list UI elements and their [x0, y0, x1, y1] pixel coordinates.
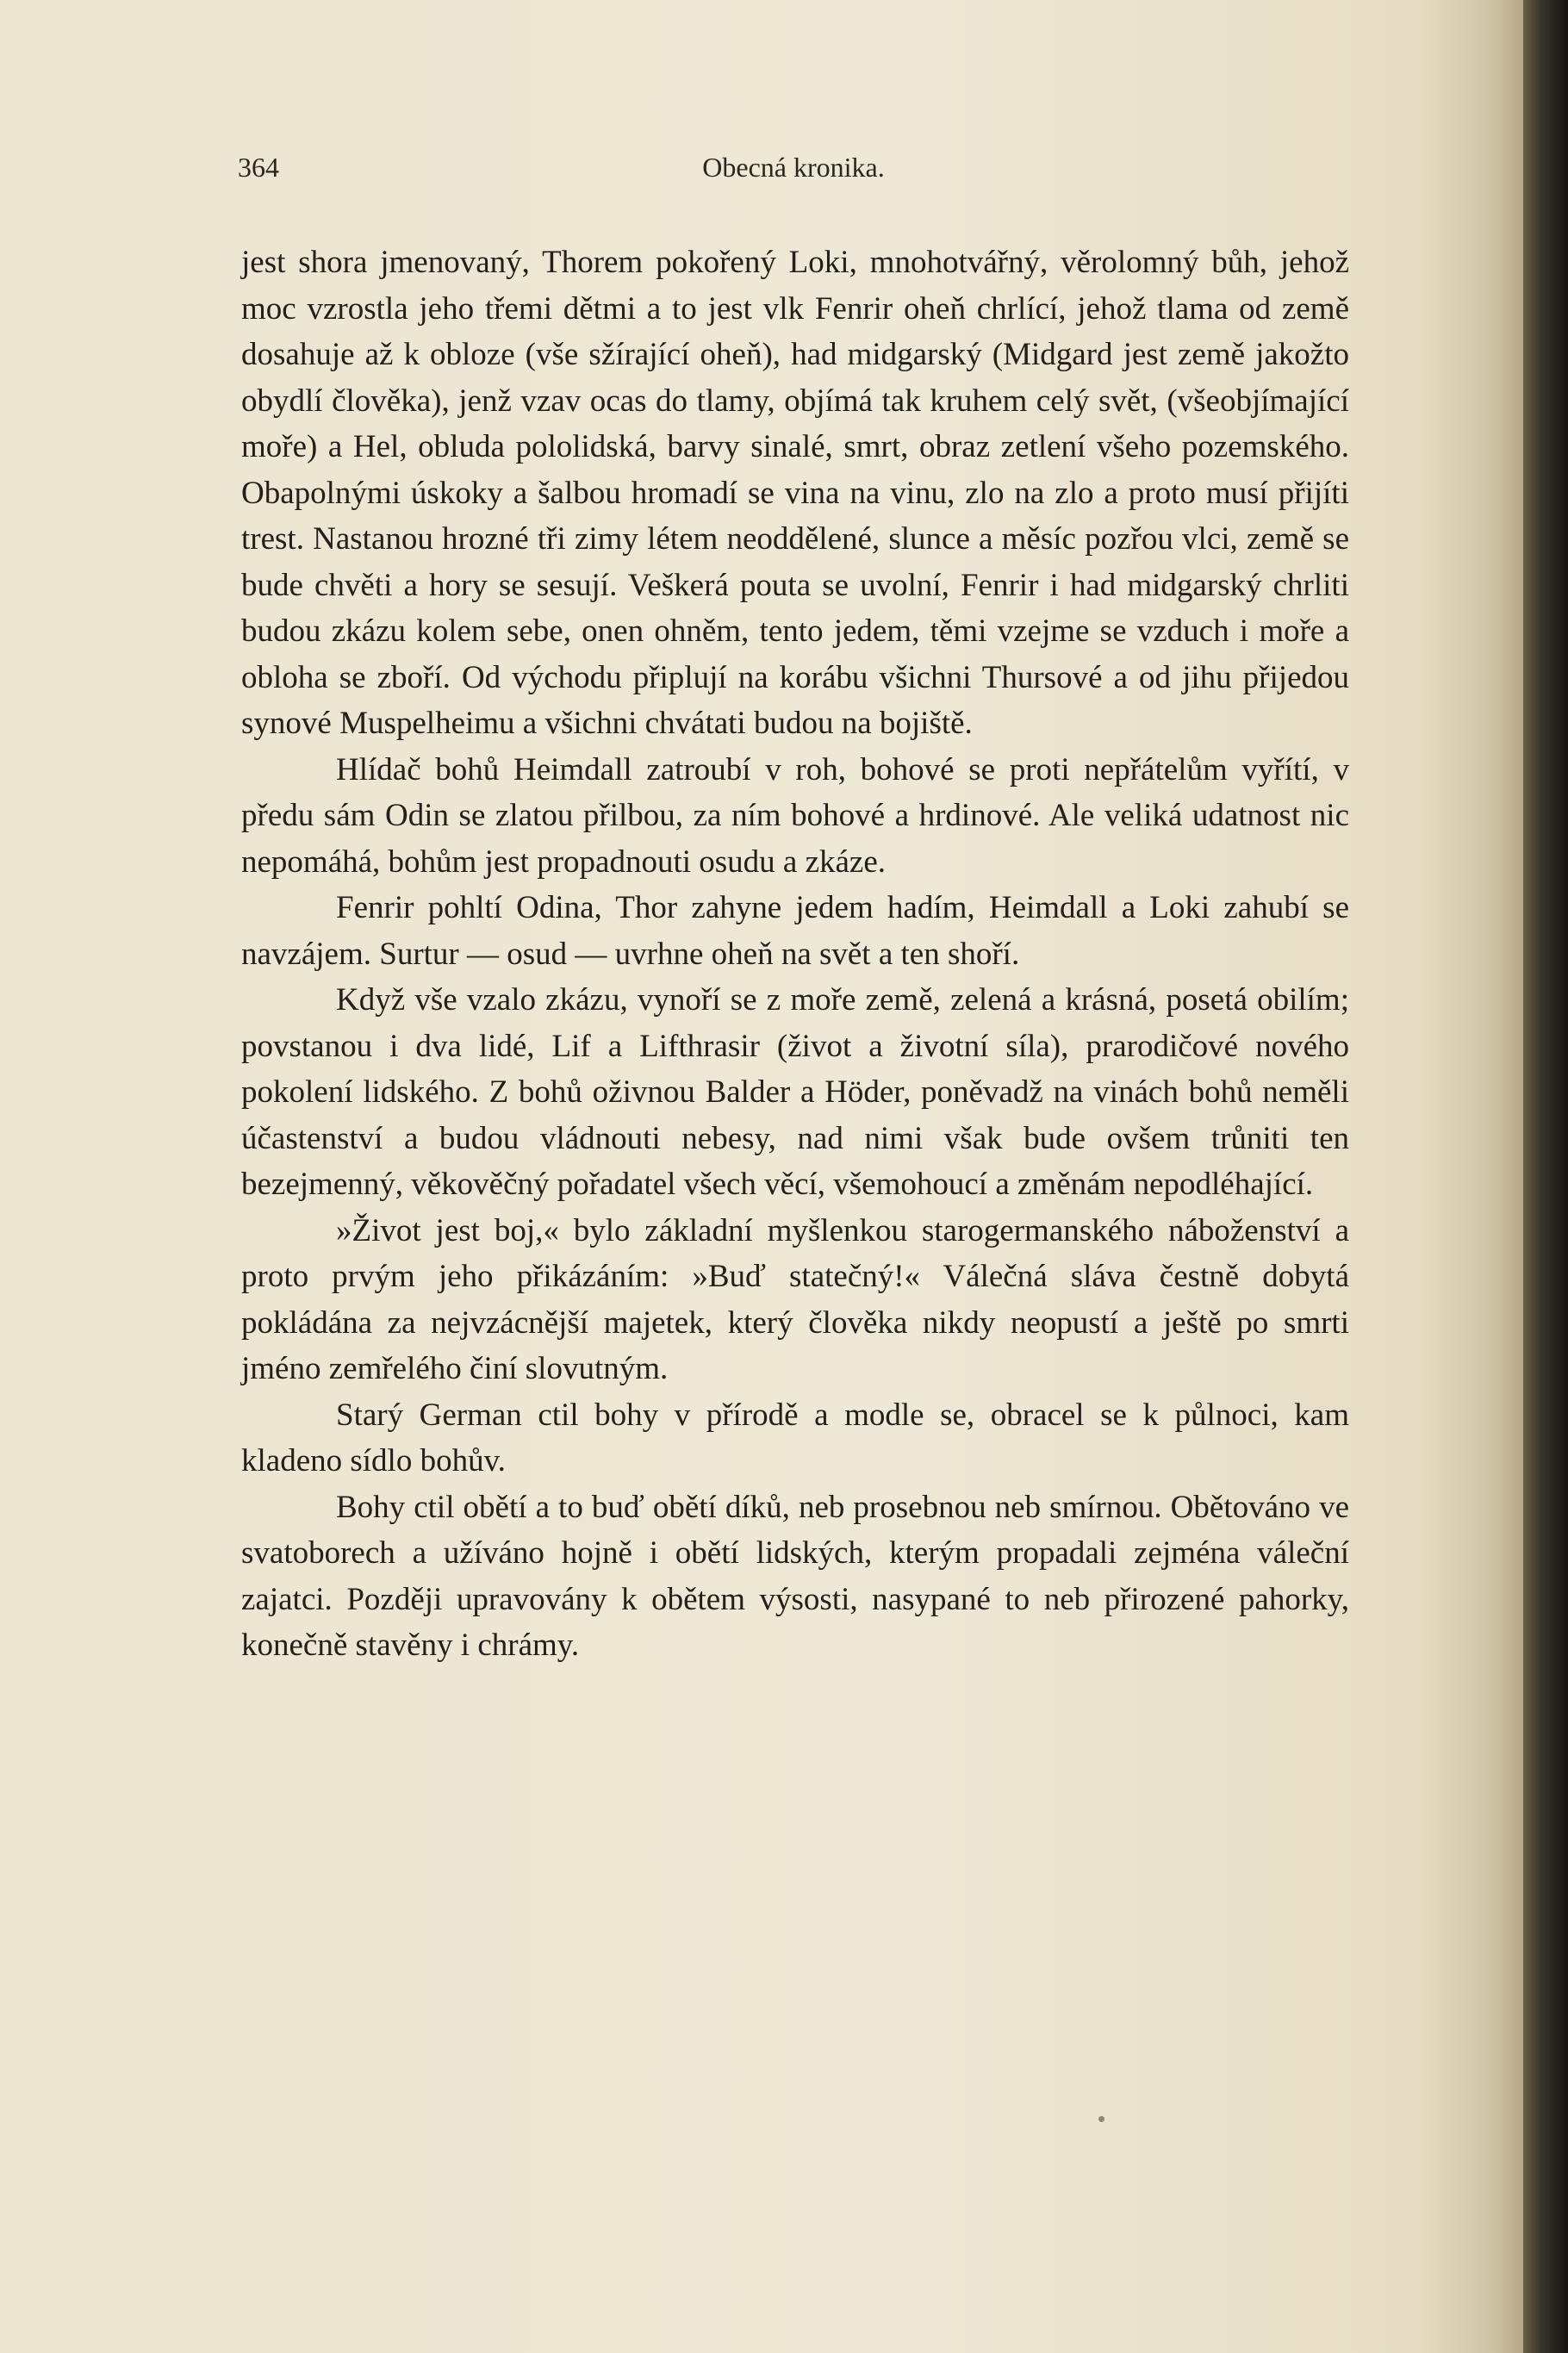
page-edge-shadow [1523, 0, 1568, 2353]
paragraph-1: jest shora jmenovaný, Thorem pokořený Loki, mnohotvářný, věrolomný bůh, jehož moc vzrostla jeho třemi dětmi a to jest vlk Fenrir oheň chrlící, jehož tlama od země dosahuje až k obloze (vše sžírající oheň), had midgarský (Midgard jest země jakožto obydlí člověka), jenž vzav ocas do tlamy, objímá tak kruhem celý svět, (všeobjímající moře) a Hel, obluda pololidská, barvy sinalé, smrt, obraz zetlení všeho pozemského. Obapolnými úskoky a šalbou hromadí se vina na vinu, zlo na zlo a proto musí přijíti trest. Nastanou hrozné tři zimy létem neoddělené, slunce a měsíc pozřou vlci, země se bude chvěti a hory se sesují. Veškerá pouta se uvolní, Fenrir i had midgarský chrliti budou zkázu kolem sebe, onen ohněm, tento jedem, těmi vzejme se vzduch i moře a obloha se zboří. Od východu připlují na korábu všichni Thursové a od jihu přijedou synové Muspelheimu a všichni chvátati budou na bojiště. [241, 245, 1349, 741]
paragraph-5: »Život jest boj,« bylo základní myšlenkou starogermanského náboženství a proto prvým jeho přikázáním: »Buď statečný!« Válečná sláva čestně dobytá pokládána za nejvzácnější majetek, který člověka nikdy neopustí a ještě po smrti jméno zemřelého činí slovutným. [241, 1212, 1349, 1386]
paragraph-7: Bohy ctil obětí a to buď obětí díků, neb prosebnou neb smírnou. Obětováno ve svatoborech a užíváno hojně i obětí lidských, kterým propadali zejména váleční zajatci. Později upravovány k obětem výsosti, nasypané to neb přirozené pahorky, konečně stavěny i chrámy. [241, 1489, 1349, 1663]
ink-speck [1098, 2116, 1104, 2122]
paragraph-3: Fenrir pohltí Odina, Thor zahyne jedem hadím, Heimdall a Loki zahubí se navzájem. Surtur — osud — uvrhne oheň na svět a ten shoří. [241, 890, 1349, 972]
paragraph-2: Hlídač bohů Heimdall zatroubí v roh, bohové se proti nepřátelům vyřítí, v předu sám Odin se zlatou přilbou, za ním bohové a hrdinové. Ale veliká udatnost nic nepomáhá, bohům jest propadnouti osudu a zkáze. [241, 751, 1349, 880]
page-number: 364 [238, 152, 279, 183]
running-title: Obecná kronika. [702, 152, 885, 183]
page-header [238, 152, 1349, 195]
paragraph-6: Starý German ctil bohy v přírodě a modle se, obracel se k půlnoci, kam kladeno sídlo bohův. [241, 1397, 1349, 1478]
paragraph-4: Když vše vzalo zkázu, vynoří se z moře země, zelená a krásná, posetá obilím; povstanou i dva lidé, Lif a Lifthrasir (život a životní síla), prarodičové nového pokolení lidského. Z bohů oživnou Balder a Höder, poněvadž na vinách bohů neměli účastenství a budou vládnouti nebesy, nad nimi však bude ovšem trůniti ten bezejmenný, věkověčný pořadatel všech věcí, všemohoucí a změnám nepodléhající. [241, 982, 1349, 1202]
body-text [241, 240, 1349, 1669]
